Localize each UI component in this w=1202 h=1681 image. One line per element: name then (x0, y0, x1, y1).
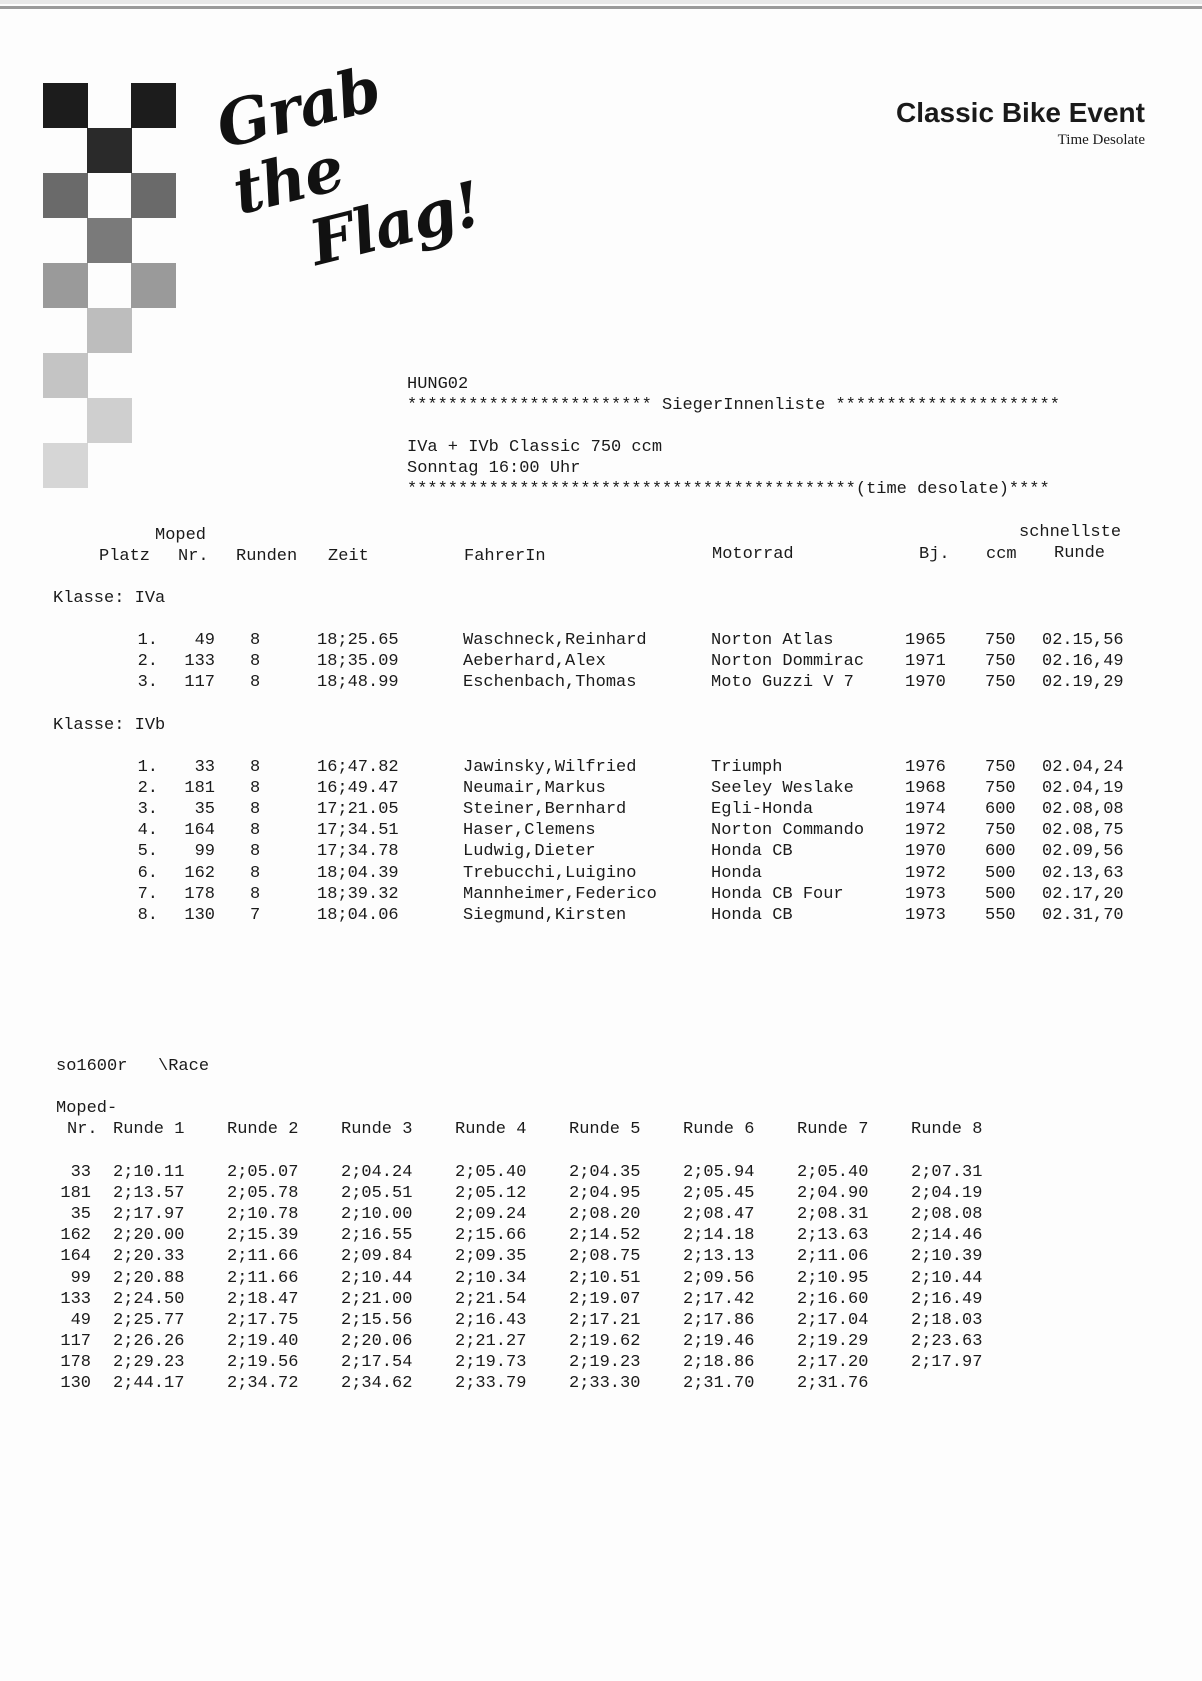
lap-row (0, 1290, 1202, 1311)
cell-zeit: 17;34.78 (317, 842, 399, 862)
report-code: HUNG02 (407, 375, 469, 394)
grab-the-flag-logo (210, 27, 531, 293)
cell-ccm: 750 (985, 821, 1016, 841)
cell-ccm: 500 (985, 863, 1016, 883)
lap-time: 2;10.11 (113, 1163, 185, 1182)
cell-zeit: 18;25.65 (317, 631, 399, 650)
cell-runden: 8 (250, 631, 261, 650)
cell-bj: 1970 (905, 842, 946, 862)
cell-ccm: 750 (985, 673, 1016, 693)
cell-runden: 8 (250, 779, 261, 799)
cell-runde: 02.16,49 (1042, 652, 1124, 672)
col-schnellste: schnellste (1019, 523, 1122, 542)
cell-ccm: 600 (985, 800, 1016, 820)
lap-nr: 164 (60, 1247, 91, 1267)
lap-time: 2;25.77 (113, 1310, 185, 1330)
flag-square (43, 443, 88, 488)
cell-bj: 1974 (905, 800, 946, 820)
cell-runde: 02.13,63 (1042, 863, 1124, 883)
result-row (0, 906, 1202, 927)
cell-platz: 4. (137, 821, 158, 841)
lap-header-4: Runde 4 (455, 1120, 527, 1139)
lap-time: 2;05.45 (683, 1184, 755, 1204)
lap-time: 2;05.12 (455, 1184, 527, 1204)
lap-nr: 33 (70, 1163, 91, 1182)
cell-platz: 2. (137, 779, 158, 799)
lap-time: 2;10.78 (227, 1205, 299, 1225)
lap-row (0, 1269, 1202, 1290)
cell-fahrer: Eschenbach,Thomas (463, 673, 637, 693)
cell-motorrad: Norton Commando (711, 821, 865, 841)
cell-zeit: 18;04.39 (317, 863, 399, 883)
lap-time: 2;15.56 (341, 1310, 413, 1330)
cell-runden: 8 (250, 821, 261, 841)
class-label-ivb: Klasse: IVb (53, 716, 166, 735)
lap-header-8: Runde 8 (911, 1120, 983, 1139)
flag-square (43, 353, 88, 398)
result-row (0, 885, 1202, 906)
cell-runden: 8 (250, 884, 261, 904)
cell-fahrer: Aeberhard,Alex (463, 652, 606, 672)
lap-time: 2;09.24 (455, 1205, 527, 1225)
col-platz: Platz (99, 547, 151, 566)
cell-platz: 7. (137, 884, 158, 904)
cell-runden: 8 (250, 673, 261, 693)
lap-time: 2;11.66 (227, 1247, 299, 1267)
lap-nr: 49 (70, 1310, 91, 1330)
lap-time: 2;31.70 (683, 1374, 755, 1393)
cell-platz: 8. (137, 905, 158, 925)
cell-motorrad: Honda CB Four (711, 884, 844, 904)
lap-row (0, 1374, 1202, 1395)
col-bj: Bj. (919, 545, 950, 564)
cell-runde: 02.08,75 (1042, 821, 1124, 841)
lap-nr: 181 (60, 1184, 91, 1204)
cell-ccm: 750 (985, 631, 1016, 650)
col-runden: Runden (236, 547, 298, 566)
report-banner-2: ********************************************(time desolate)**** (407, 480, 1050, 499)
lap-time: 2;05.40 (455, 1163, 527, 1182)
cell-ccm: 750 (985, 779, 1016, 799)
lap-time: 2;10.44 (341, 1268, 413, 1288)
lap-time: 2;19.46 (683, 1331, 755, 1351)
lap-time: 2;16.49 (911, 1289, 983, 1309)
cell-zeit: 17;34.51 (317, 821, 399, 841)
cell-bj: 1970 (905, 673, 946, 693)
class-title: IVa + IVb Classic 750 ccm (407, 438, 663, 457)
cell-runden: 8 (250, 800, 261, 820)
cell-fahrer: Jawinsky,Wilfried (463, 758, 637, 777)
lap-time: 2;14.46 (911, 1226, 983, 1246)
flag-square (131, 173, 176, 218)
lap-time: 2;33.79 (455, 1374, 527, 1393)
lap-nr: 99 (70, 1268, 91, 1288)
lap-time: 2;19.40 (227, 1331, 299, 1351)
lap-time: 2;18.86 (683, 1352, 755, 1372)
cell-bj: 1973 (905, 884, 946, 904)
cell-fahrer: Trebucchi,Luigino (463, 863, 637, 883)
lap-time: 2;08.20 (569, 1205, 641, 1225)
cell-bj: 1965 (905, 631, 946, 650)
lap-row (0, 1353, 1202, 1374)
scan-edge-shadow (0, 0, 1202, 4)
lap-row (0, 1226, 1202, 1247)
lap-header-3: Runde 3 (341, 1120, 413, 1139)
cell-nr: 49 (194, 631, 215, 650)
lap-time: 2;29.23 (113, 1352, 185, 1372)
lap-time: 2;11.66 (227, 1268, 299, 1288)
cell-runden: 8 (250, 652, 261, 672)
cell-platz: 1. (137, 631, 158, 650)
cell-zeit: 18;39.32 (317, 884, 399, 904)
lap-time: 2;17.75 (227, 1310, 299, 1330)
cell-fahrer: Mannheimer,Federico (463, 884, 657, 904)
cell-zeit: 18;48.99 (317, 673, 399, 693)
cell-platz: 6. (137, 863, 158, 883)
cell-zeit: 17;21.05 (317, 800, 399, 820)
lap-time: 2;17.97 (911, 1352, 983, 1372)
lap-time: 2;20.06 (341, 1331, 413, 1351)
col-runde: Runde (1054, 544, 1106, 563)
lap-time: 2;21.27 (455, 1331, 527, 1351)
lap-time: 2;13.63 (797, 1226, 869, 1246)
cell-zeit: 16;47.82 (317, 758, 399, 777)
lap-time: 2;24.50 (113, 1289, 185, 1309)
lap-time: 2;17.42 (683, 1289, 755, 1309)
lap-time: 2;10.44 (911, 1268, 983, 1288)
cell-platz: 2. (137, 652, 158, 672)
flag-square (43, 83, 88, 128)
lap-header-6: Runde 6 (683, 1120, 755, 1139)
lap-time: 2;33.30 (569, 1374, 641, 1393)
cell-motorrad: Norton Atlas (711, 631, 834, 650)
lap-time: 2;19.23 (569, 1352, 641, 1372)
lap-time: 2;18.47 (227, 1289, 299, 1309)
lap-time: 2;26.26 (113, 1331, 185, 1351)
result-row (0, 821, 1202, 842)
cell-nr: 162 (184, 863, 215, 883)
lap-time: 2;17.54 (341, 1352, 413, 1372)
cell-runde: 02.04,24 (1042, 758, 1124, 777)
cell-ccm: 550 (985, 905, 1016, 925)
lap-time: 2;13.57 (113, 1184, 185, 1204)
lap-header-1: Runde 1 (113, 1120, 185, 1139)
lap-nr: 133 (60, 1289, 91, 1309)
lap-time: 2;21.00 (341, 1289, 413, 1309)
lap-time: 2;15.39 (227, 1226, 299, 1246)
cell-runde: 02.15,56 (1042, 631, 1124, 650)
lap-nr: 162 (60, 1226, 91, 1246)
cell-nr: 35 (194, 800, 215, 820)
lap-time: 2;44.17 (113, 1374, 185, 1393)
lap-row (0, 1184, 1202, 1205)
cell-motorrad: Norton Dommirac (711, 652, 865, 672)
logo-line-1: Grab the (209, 52, 388, 229)
lap-time: 2;08.47 (683, 1205, 755, 1225)
result-row (0, 673, 1202, 694)
cell-nr: 130 (184, 905, 215, 925)
class-label-iva: Klasse: IVa (53, 589, 166, 608)
lap-nr: 178 (60, 1352, 91, 1372)
lap-time: 2;19.62 (569, 1331, 641, 1351)
cell-ccm: 600 (985, 842, 1016, 862)
result-row (0, 864, 1202, 885)
lap-time: 2;21.54 (455, 1289, 527, 1309)
flag-square (87, 218, 132, 263)
lap-time: 2;04.19 (911, 1184, 983, 1204)
lap-time: 2;09.84 (341, 1247, 413, 1267)
cell-zeit: 18;35.09 (317, 652, 399, 672)
lap-time: 2;10.00 (341, 1205, 413, 1225)
lap-time: 2;05.78 (227, 1184, 299, 1204)
cell-nr: 117 (184, 673, 215, 693)
lap-time: 2;19.07 (569, 1289, 641, 1309)
cell-bj: 1972 (905, 863, 946, 883)
col-fahrer: FahrerIn (464, 547, 546, 566)
cell-motorrad: Honda (711, 863, 763, 883)
cell-fahrer: Waschneck,Reinhard (463, 631, 647, 650)
cell-runde: 02.04,19 (1042, 779, 1124, 799)
cell-nr: 99 (194, 842, 215, 862)
cell-platz: 1. (137, 758, 158, 777)
lap-time: 2;18.03 (911, 1310, 983, 1330)
cell-runden: 8 (250, 842, 261, 862)
lap-time: 2;19.73 (455, 1352, 527, 1372)
cell-nr: 133 (184, 652, 215, 672)
cell-fahrer: Steiner,Bernhard (463, 800, 627, 820)
result-row (0, 652, 1202, 673)
lap-time: 2;05.07 (227, 1163, 299, 1182)
lap-time: 2;07.31 (911, 1163, 983, 1182)
logo-line-2: Flag! (302, 167, 489, 280)
cell-platz: 5. (137, 842, 158, 862)
cell-zeit: 18;04.06 (317, 905, 399, 925)
cell-fahrer: Haser,Clemens (463, 821, 596, 841)
cell-bj: 1971 (905, 652, 946, 672)
cell-bj: 1968 (905, 779, 946, 799)
lap-time: 2;04.24 (341, 1163, 413, 1182)
cell-bj: 1973 (905, 905, 946, 925)
cell-nr: 178 (184, 884, 215, 904)
lap-time: 2;17.21 (569, 1310, 641, 1330)
cell-runde: 02.19,29 (1042, 673, 1124, 693)
session-time: Sonntag 16:00 Uhr (407, 459, 581, 478)
lap-row (0, 1163, 1202, 1184)
cell-runden: 7 (250, 905, 261, 925)
lap-time: 2;04.95 (569, 1184, 641, 1204)
cell-motorrad: Honda CB (711, 842, 793, 862)
lap-time: 2;19.56 (227, 1352, 299, 1372)
lap-nr: 130 (60, 1374, 91, 1393)
lap-time: 2;10.51 (569, 1268, 641, 1288)
lap-row (0, 1247, 1202, 1268)
lap-time: 2;10.34 (455, 1268, 527, 1288)
event-subtitle: Time Desolate (1057, 132, 1145, 148)
flag-square (131, 263, 176, 308)
lap-time: 2;34.62 (341, 1374, 413, 1393)
cell-ccm: 500 (985, 884, 1016, 904)
lap-time: 2;19.29 (797, 1331, 869, 1351)
cell-ccm: 750 (985, 758, 1016, 777)
lap-header-2: Runde 2 (227, 1120, 299, 1139)
lap-row (0, 1205, 1202, 1226)
lap-nr: 117 (60, 1331, 91, 1351)
result-row (0, 631, 1202, 652)
cell-zeit: 16;49.47 (317, 779, 399, 799)
flag-square (43, 173, 88, 218)
lap-moped-label: Moped- (56, 1099, 118, 1118)
lap-time: 2;08.31 (797, 1205, 869, 1225)
lap-header-7: Runde 7 (797, 1120, 869, 1139)
lap-time: 2;20.33 (113, 1247, 185, 1267)
cell-fahrer: Neumair,Markus (463, 779, 606, 799)
cell-nr: 181 (184, 779, 215, 799)
cell-motorrad: Moto Guzzi V 7 (711, 673, 854, 693)
scan-edge-line (0, 6, 1202, 9)
lap-time: 2;05.51 (341, 1184, 413, 1204)
lap-time: 2;08.75 (569, 1247, 641, 1267)
cell-motorrad: Triumph (711, 758, 783, 777)
lap-time: 2;13.13 (683, 1247, 755, 1267)
lap-time: 2;34.72 (227, 1374, 299, 1393)
lap-time: 2;16.43 (455, 1310, 527, 1330)
result-row (0, 758, 1202, 779)
lap-nr: 35 (70, 1205, 91, 1225)
cell-bj: 1972 (905, 821, 946, 841)
lap-time: 2;15.66 (455, 1226, 527, 1246)
lap-time: 2;05.40 (797, 1163, 869, 1182)
flag-square (87, 398, 132, 443)
lap-time: 2;31.76 (797, 1374, 869, 1393)
lap-time: 2;16.55 (341, 1226, 413, 1246)
cell-runden: 8 (250, 758, 261, 777)
lap-time: 2;09.35 (455, 1247, 527, 1267)
col-nr: Nr. (178, 547, 209, 566)
cell-platz: 3. (137, 673, 158, 693)
result-row (0, 779, 1202, 800)
event-title: Classic Bike Event (895, 97, 1145, 128)
flag-square (87, 128, 132, 173)
lap-row (0, 1311, 1202, 1332)
col-motorrad: Motorrad (712, 545, 794, 564)
lap-time: 2;17.97 (113, 1205, 185, 1225)
lap-time: 2;09.56 (683, 1268, 755, 1288)
lap-time: 2;16.60 (797, 1289, 869, 1309)
lap-time: 2;08.08 (911, 1205, 983, 1225)
flag-square (87, 308, 132, 353)
lap-time: 2;04.90 (797, 1184, 869, 1204)
lap-time: 2;23.63 (911, 1331, 983, 1351)
cell-runde: 02.17,20 (1042, 884, 1124, 904)
lap-time: 2;17.20 (797, 1352, 869, 1372)
cell-nr: 33 (194, 758, 215, 777)
lap-time: 2;20.00 (113, 1226, 185, 1246)
lap-nr-label: Nr. (67, 1120, 98, 1139)
lap-time: 2;10.95 (797, 1268, 869, 1288)
cell-runde: 02.08,08 (1042, 800, 1124, 820)
lap-time: 2;14.18 (683, 1226, 755, 1246)
col-moped: Moped (155, 526, 207, 545)
cell-bj: 1976 (905, 758, 946, 777)
cell-motorrad: Egli-Honda (711, 800, 814, 820)
report-banner: ************************ SiegerInnenliste ********************** (407, 396, 1060, 415)
lap-header-5: Runde 5 (569, 1120, 641, 1139)
result-row (0, 842, 1202, 863)
flag-square (131, 83, 176, 128)
lap-time: 2;20.88 (113, 1268, 185, 1288)
cell-fahrer: Ludwig,Dieter (463, 842, 596, 862)
flag-square (43, 263, 88, 308)
cell-nr: 164 (184, 821, 215, 841)
lap-time: 2;17.04 (797, 1310, 869, 1330)
cell-runde: 02.31,70 (1042, 905, 1124, 925)
race-title: so1600r \Race (56, 1057, 210, 1076)
lap-time: 2;04.35 (569, 1163, 641, 1182)
cell-ccm: 750 (985, 652, 1016, 672)
cell-motorrad: Seeley Weslake (711, 779, 854, 799)
lap-time: 2;10.39 (911, 1247, 983, 1267)
lap-time: 2;05.94 (683, 1163, 755, 1182)
cell-fahrer: Siegmund,Kirsten (463, 905, 627, 925)
lap-time: 2;17.86 (683, 1310, 755, 1330)
col-ccm: ccm (986, 545, 1017, 564)
col-zeit: Zeit (328, 547, 369, 566)
lap-time: 2;14.52 (569, 1226, 641, 1246)
cell-runden: 8 (250, 863, 261, 883)
result-row (0, 800, 1202, 821)
cell-runde: 02.09,56 (1042, 842, 1124, 862)
cell-platz: 3. (137, 800, 158, 820)
lap-time: 2;11.06 (797, 1247, 869, 1267)
cell-motorrad: Honda CB (711, 905, 793, 925)
lap-row (0, 1332, 1202, 1353)
